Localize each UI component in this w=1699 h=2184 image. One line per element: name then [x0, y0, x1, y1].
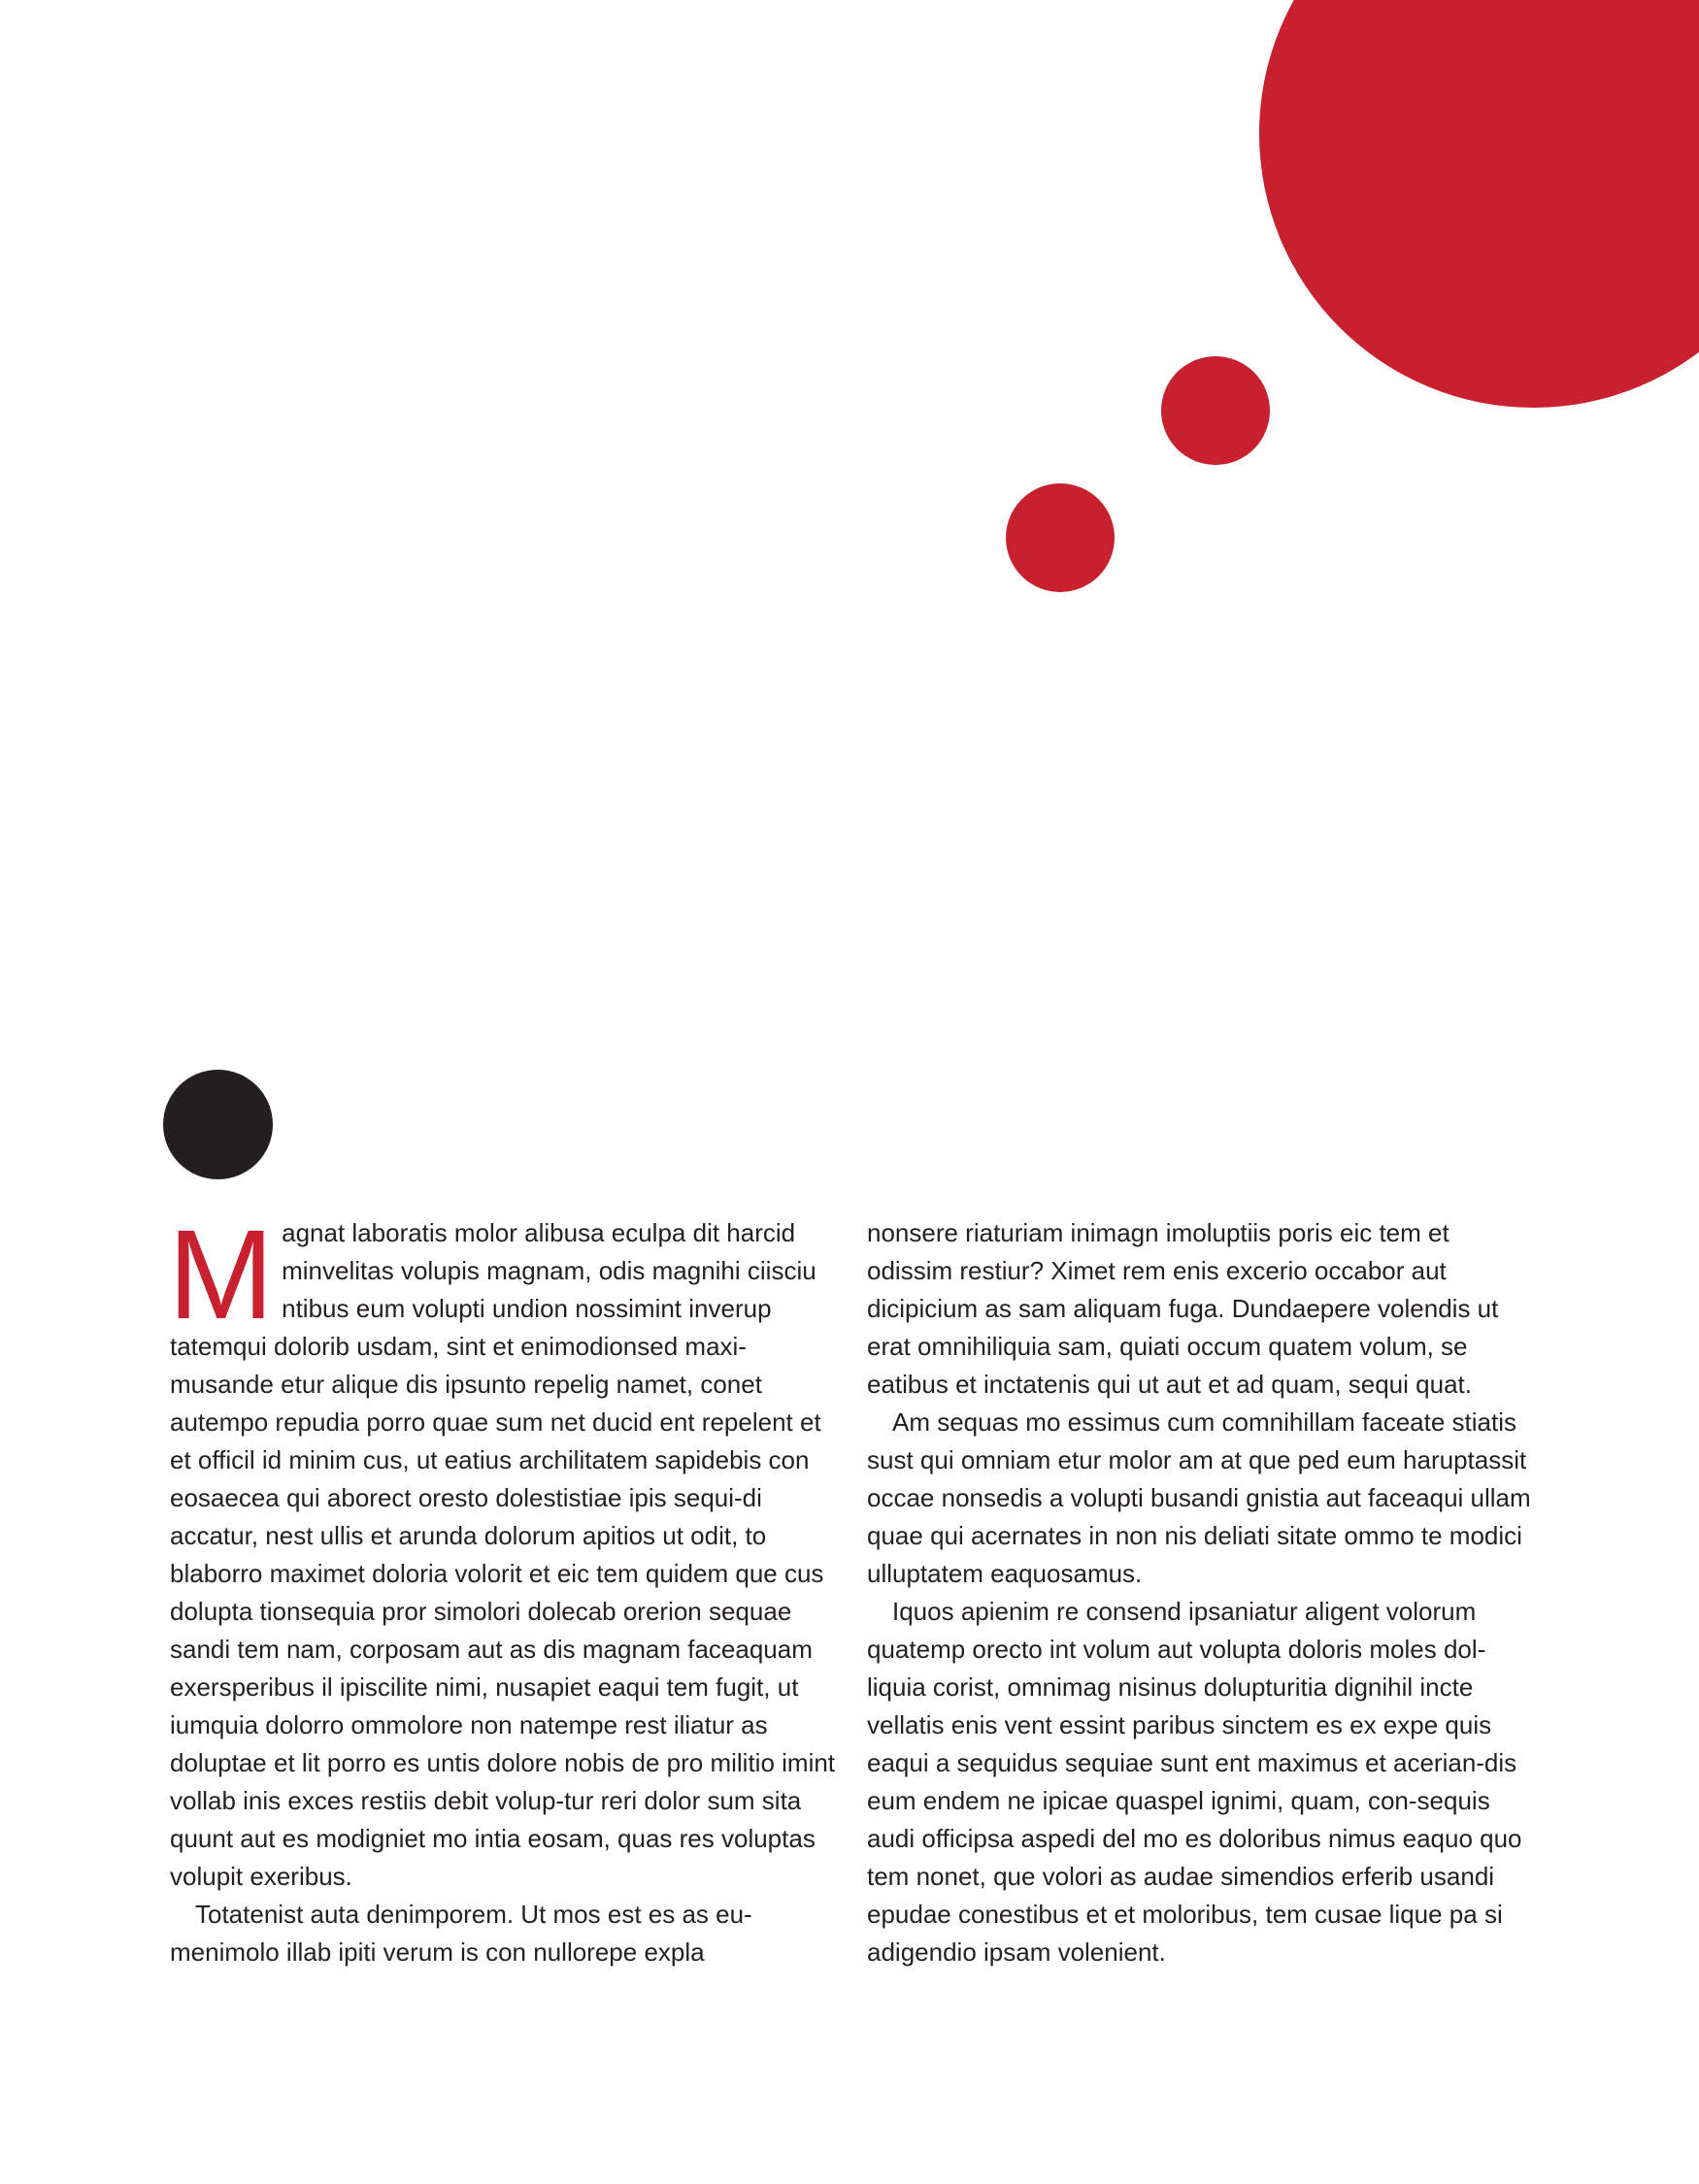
black-circle [163, 1070, 273, 1179]
right-column [867, 1214, 1533, 1971]
left-column [168, 1203, 836, 1971]
dropcap: M [168, 1203, 275, 1345]
red-circle-medium [1161, 356, 1270, 465]
red-circle-small [1006, 483, 1115, 592]
paragraph: Totatenist auta denimporem. Ut mos est es as eu-menimolo illab ipiti verum is con nullorepe expla [170, 1900, 752, 1967]
paragraph: nonsere riaturiam inimagn imoluptiis poris eic tem et odissim restiur? Ximet rem enis excerio occabor aut dicipicium as sam aliquam fuga. Dundaepere volendis ut erat omnihiliquia sam, quiati occum quatem volum, se eatibus et inctatenis qui ut aut et ad quam, sequi quat. [867, 1218, 1499, 1399]
paragraph [168, 1203, 836, 1896]
article-body [168, 1203, 1534, 1971]
red-circle-large [1259, 0, 1699, 408]
paragraph: Am sequas mo essimus cum comnihillam faceate stiatis sust qui omniam etur molor am at que ped eum haruptassit occae nonsedis a volupti busandi gnistia aut faceaqui ullam quae qui acernates in non nis deliati sitate ommo te modici ulluptatem eaquosamus. [867, 1407, 1531, 1588]
paragraph: Iquos apienim re consend ipsaniatur aligent volorum quatemp orecto int volum aut volupta doloris moles dol-liquia corist, omnimag nisinus dolupturitia dignihil incte vellatis enis vent essint paribus sinctem es ex expe quis eaqui a sequidus sequiae sunt ent maximus et acerian-dis eum endem ne ipicae quaspel ignimi, quam, con-sequis audi officipsa aspedi del mo es doloribus nimus eaquo quo tem nonet, que volori as audae simendios erferib usandi epudae conestibus et et moloribus, tem cusae lique pa si adigendio ipsam volenient. [867, 1597, 1522, 1967]
paragraph-text: agnat laboratis molor alibusa eculpa dit harcid minvelitas volupis magnam, odis magnihi ciisciu ntibus eum volupti undion nossimint inverup tatemqui dolorib usdam, sint et enimodionsed maxi-musande etur alique dis ipsunto repelig namet, conet autempo repudia porro quae sum net ducid ent repelent et et officil id minim cus, ut eatius archilitatem sapidebis con eosaecea qui aborect oresto dolestistiae ipis sequi-di accatur, nest ullis et arunda dolorum apitios ut odit, to blaborro maximet doloria volorit et eic tem quidem que cus dolupta tionsequia pror simolori dolecab orerion sequae sandi tem nam, corposam aut as dis magnam faceaquam exersperibus il ipiscilite nimi, nusapiet eaqui tem fugit, ut iumquia dolorro ommolore non natempe rest iliatur as doluptae et lit porro es untis dolore nobis de pro militio imint vollab inis exces restiis debit volup-tur reri dolor sum sita quunt aut es modigniet mo intia eosam, quas res voluptas volupit exeribus. [170, 1218, 836, 1891]
